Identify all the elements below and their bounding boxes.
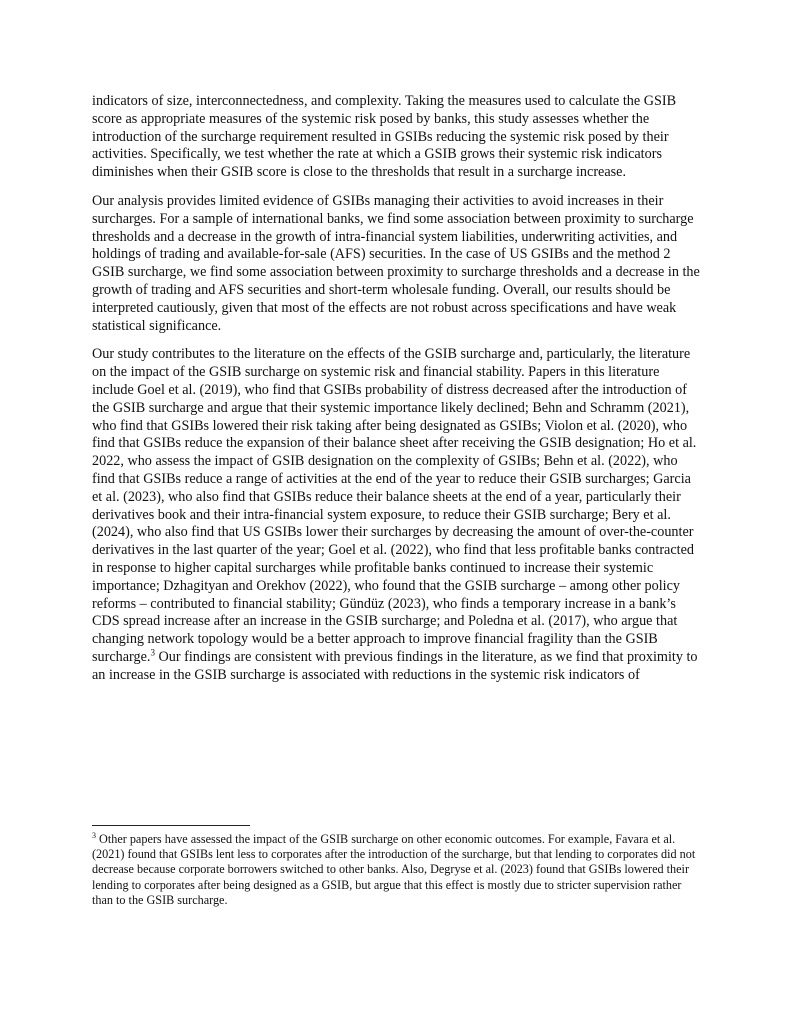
footnote-number: 3 xyxy=(92,830,96,840)
paragraph-1 xyxy=(92,93,702,182)
paragraph-3-tail: Our findings are consistent with previous findings in the literature, as we find that proximity to an increase in the GSIB surcharge is associated with reductions in the systemic risk indicators of xyxy=(92,648,698,683)
paragraph-3-text: Our study contributes to the literature on the effects of the GSIB surcharge and, particularly, the literature on the impact of the GSIB surcharge on systemic risk and financial stability. Papers in this literature include Goel et al. (2019), who find that GSIBs probability of distress decreased after the introduction of the GSIB surcharge and argue that their systemic importance likely declined; Behn and Schramm (2021), who find that GSIBs lowered their risk taking after being designated as GSIBs; Violon et al. (2020), who find that GSIBs reduce the expansion of their balance sheet after receiving the GSIB designation; Ho et al. 2022, who assess the impact of GSIB designation on the complexity of GSIBs; Behn et al. (2022), who find that GSIBs reduce a range of activities at the end of the year to reduce their GSIB surcharges; Garcia et al. (2023), who also find that GSIBs reduce their balance sheets at the end of a year, particularly their derivatives book and their intra-financial system exposure, to reduce their GSIB surcharge; Bery et al. (2024), who also find that US GSIBs lower their surcharges by decreasing the amount of over-the-counter derivatives in the last quarter of the year; Goel et al. (2022), who find that less profitable banks contracted in response to higher capital surcharges while profitable banks continued to increase their systemic importance; Dzhagityan and Orekhov (2022), who found that the GSIB surcharge – among other policy reforms – contributed to financial stability; Gündüz (2023), who finds a temporary increase in a bank’s CDS spread increase after an increase in the GSIB surcharge; and Poledna et al. (2017), who argue that changing network topology would be a better approach to improve financial fragility than the GSIB surcharge. xyxy=(92,346,697,665)
footnote-3 xyxy=(92,832,702,908)
footnote-divider xyxy=(92,825,250,826)
body-text xyxy=(92,93,702,685)
paragraph-1-text: indicators of size, interconnectedness, and complexity. Taking the measures used to calculate the GSIB score as appropriate measures of the systemic risk posed by banks, this study assesses whether the introduction of the surcharge requirement resulted in GSIBs reducing the systemic risk posed by their activities. Specifically, we test whether the rate at which a GSIB grows their systemic risk indicators diminishes when their GSIB score is close to the thresholds that result in a surcharge increase. xyxy=(92,93,677,181)
paragraph-3 xyxy=(92,346,702,684)
footnote-reference-3[interactable]: 3 xyxy=(150,647,155,658)
footnote-text: Other papers have assessed the impact of the GSIB surcharge on other economic outcomes. For example, Favara et al. (2021) found that GSIBs lent less to corporates after the introduction of the surcharge, but that lending to corporates did not decrease because corporate borrowers switched to other banks. Also, Degryse et al. (2023) found that GSIBs lowered their lending to corporates after being designed as a GSIB, but argue that this effect is mostly due to stricter supervision rather than to the GSIB surcharge. xyxy=(92,832,696,907)
paragraph-2 xyxy=(92,193,702,335)
paragraph-2-text: Our analysis provides limited evidence of GSIBs managing their activities to avoid increases in their surcharges. For a sample of international banks, we find some association between proximity to surcharge thresholds and a decrease in the growth of intra-financial system liabilities, underwriting activities, and holdings of trading and available-for-sale (AFS) securities. In the case of US GSIBs and the method 2 GSIB surcharge, we find some association between proximity to surcharge thresholds and a decrease in the growth of trading and AFS securities and short-term wholesale funding. Overall, our results should be interpreted cautiously, given that most of the effects are not robust across specifications and have weak statistical significance. xyxy=(92,192,700,334)
